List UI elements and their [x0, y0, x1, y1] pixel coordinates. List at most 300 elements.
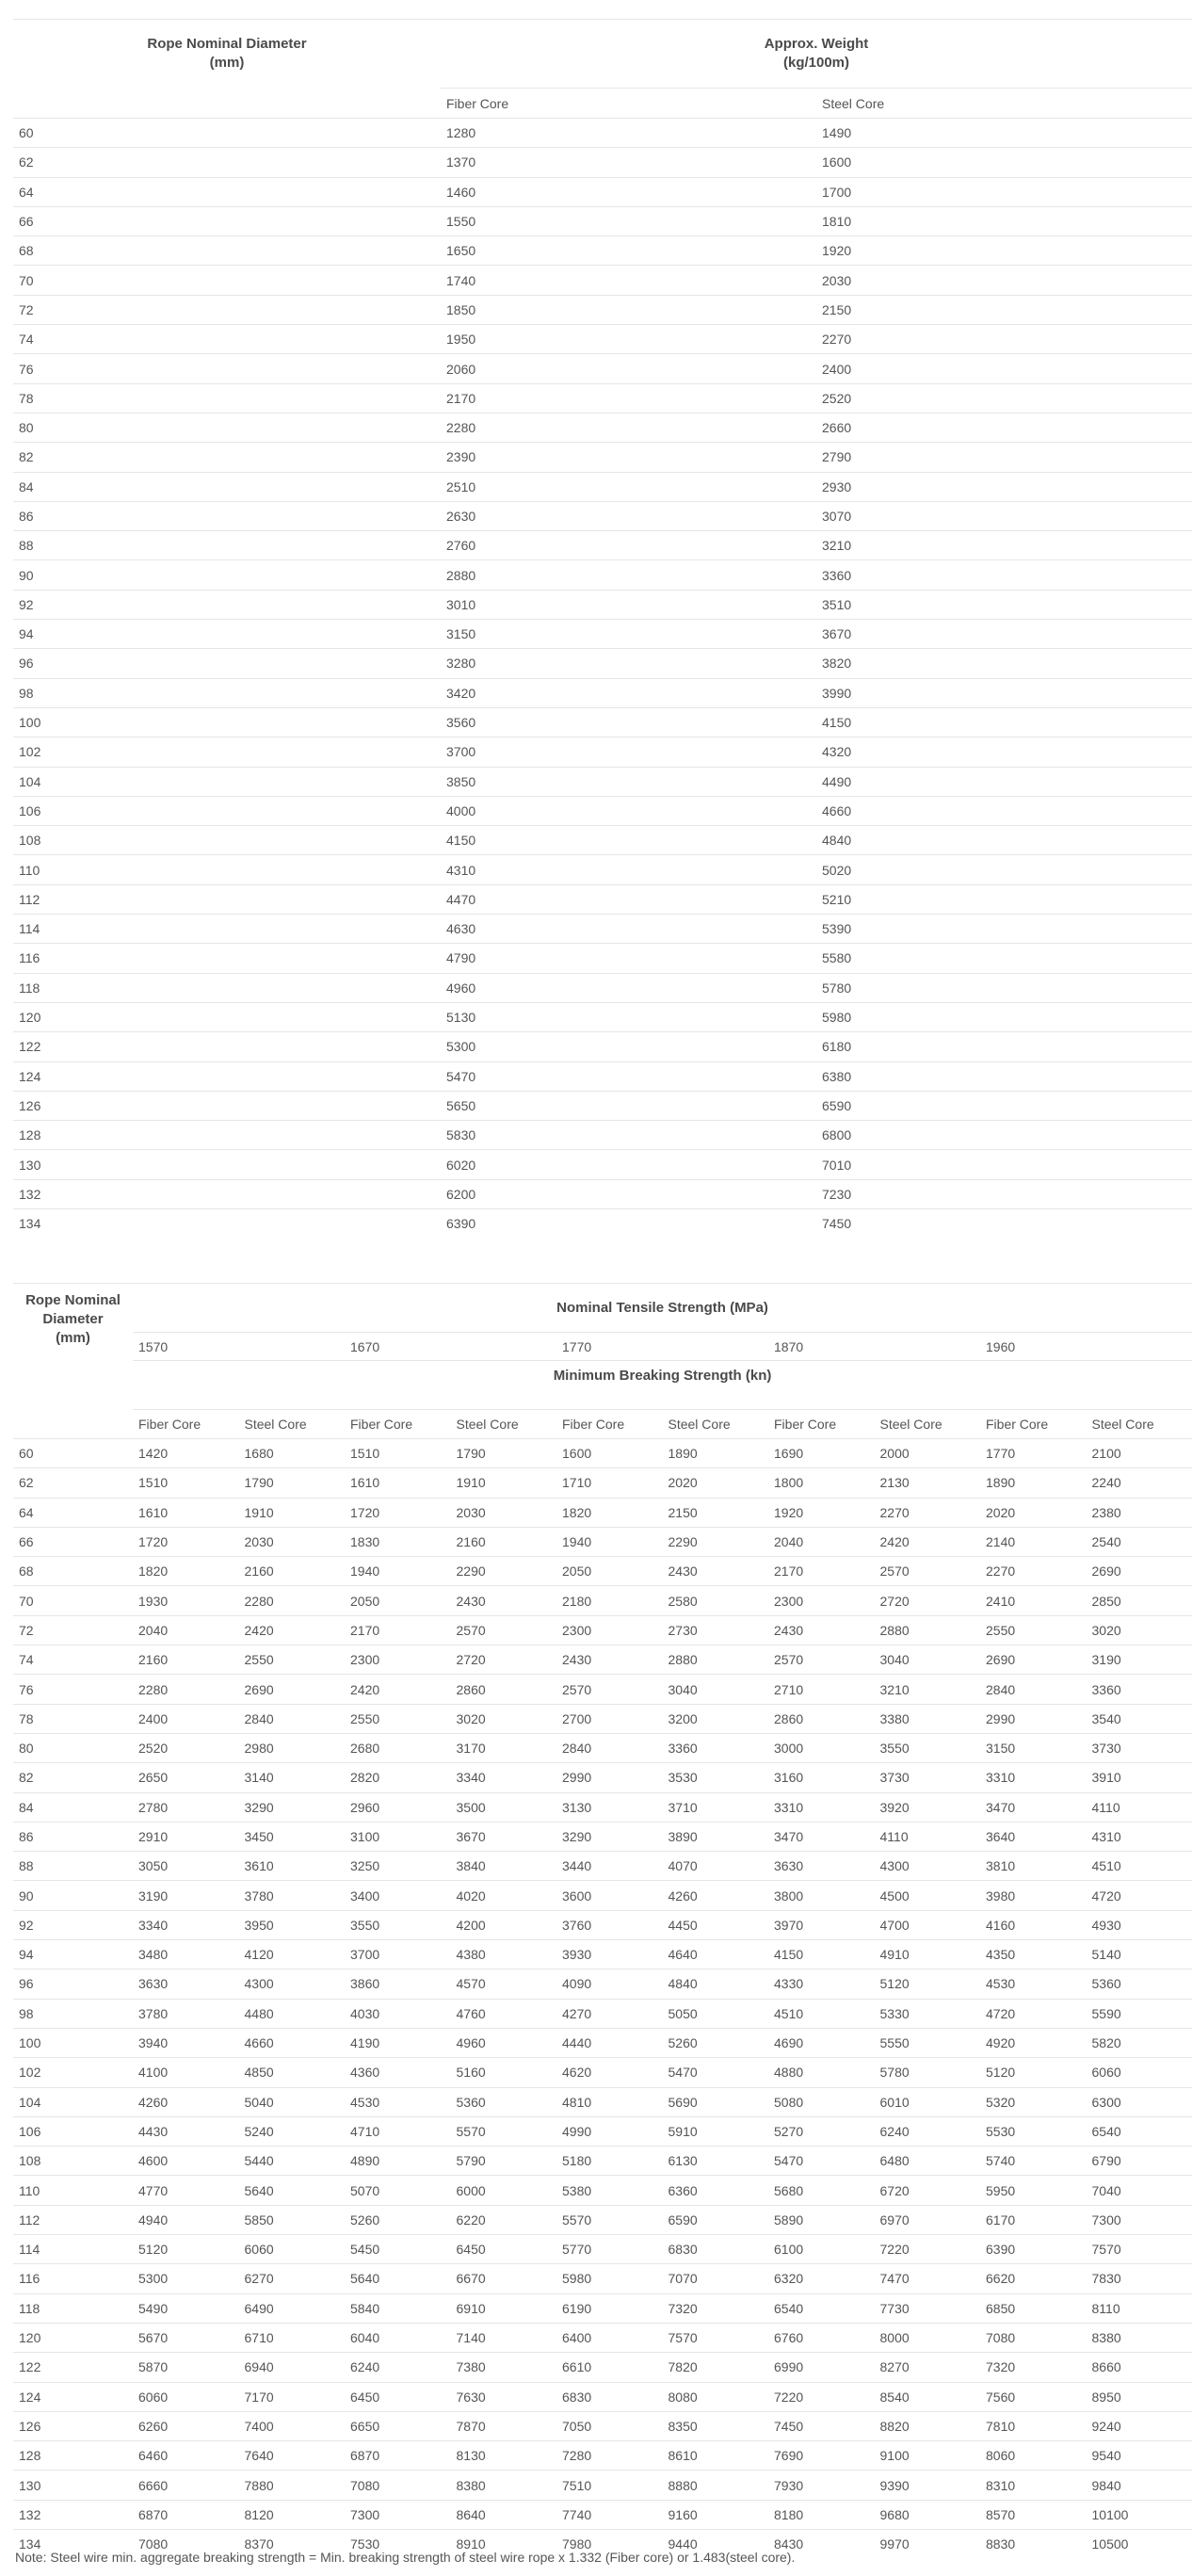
strength-cell: 2880: [663, 1645, 769, 1675]
strength-cell: 3540: [1087, 1704, 1192, 1733]
strength-cell: 5530: [980, 2116, 1087, 2146]
strength-cell: 5360: [451, 2087, 557, 2116]
strength-cell: 5670: [133, 2323, 239, 2352]
strength-cell: 7080: [345, 2471, 451, 2500]
diameter-cell: 118: [13, 2293, 133, 2323]
diameter-cell: 80: [13, 413, 441, 442]
steel-core-weight-cell: 4320: [816, 737, 1192, 767]
strength-cell: 7280: [556, 2441, 663, 2471]
strength-cell: 5910: [663, 2116, 769, 2146]
fiber-core-weight-cell: 2880: [441, 560, 816, 590]
fiber-core-weight-cell: 5130: [441, 1002, 816, 1031]
diameter-cell: 96: [13, 1969, 133, 1999]
strength-cell: 4530: [345, 2087, 451, 2116]
diameter-cell: 122: [13, 1032, 441, 1061]
diameter-cell: 90: [13, 1881, 133, 1910]
strength-cell: 2580: [663, 1586, 769, 1615]
diameter-cell: 134: [13, 2529, 133, 2558]
diameter-cell: 104: [13, 2087, 133, 2116]
strength-cell: 8570: [980, 2500, 1087, 2529]
strength-cell: 2820: [345, 1763, 451, 1792]
strength-cell: 2130: [875, 1468, 981, 1498]
mbs-header: Minimum Breaking Strength (kn): [133, 1361, 1192, 1410]
table-row: [13, 826, 1192, 855]
table-row: [13, 354, 1192, 383]
strength-cell: 2960: [345, 1792, 451, 1822]
strength-cell: 2690: [980, 1645, 1087, 1675]
table-row: [13, 2500, 1192, 2529]
strength-cell: 4350: [980, 1940, 1087, 1969]
strength-cell: 4110: [1087, 1792, 1192, 1822]
steel-core-weight-cell: 2030: [816, 266, 1192, 295]
strength-cell: 2150: [663, 1498, 769, 1527]
strength-cell: 10100: [1087, 2500, 1192, 2529]
strength-cell: 3610: [239, 1852, 346, 1881]
strength-cell: 2290: [451, 1557, 557, 1586]
diameter-cell: 82: [13, 443, 441, 472]
strength-cell: 6830: [663, 2235, 769, 2264]
strength-cell: 7470: [875, 2264, 981, 2293]
fiber-core-weight-cell: 5830: [441, 1121, 816, 1150]
steel-core-weight-cell: 3990: [816, 678, 1192, 707]
diameter-cell: 134: [13, 1208, 441, 1238]
strength-cell: 8540: [875, 2382, 981, 2411]
strength-cell: 4300: [239, 1969, 346, 1999]
strength-cell: 4700: [875, 1910, 981, 1939]
table-row: [13, 2147, 1192, 2176]
strength-cell: 2280: [239, 1586, 346, 1615]
strength-cell: 7640: [239, 2441, 346, 2471]
steel-core-weight-cell: 2790: [816, 443, 1192, 472]
table-row: [13, 944, 1192, 973]
strength-cell: 6490: [239, 2293, 346, 2323]
footnote: Note: Steel wire min. aggregate breaking strength = Min. breaking strength of steel wire rope x 1.332 (Fiber core) or 1.483(steel core).: [15, 2550, 796, 2565]
strength-cell: 7220: [768, 2382, 875, 2411]
strength-cell: 2860: [768, 1704, 875, 1733]
diameter-cell: 104: [13, 767, 441, 796]
strength-cell: 3530: [663, 1763, 769, 1792]
strength-cell: 3190: [133, 1881, 239, 1910]
steel-core-weight-cell: 3820: [816, 649, 1192, 678]
strength-cell: 8060: [980, 2441, 1087, 2471]
diameter-cell: 66: [13, 1527, 133, 1556]
table-row: [13, 2471, 1192, 2500]
strength-cell: 6270: [239, 2264, 346, 2293]
table-row: [13, 2441, 1192, 2471]
fiber-core-weight-cell: 2630: [441, 501, 816, 530]
strength-cell: 7070: [663, 2264, 769, 2293]
strength-cell: 7560: [980, 2382, 1087, 2411]
strength-cell: 8180: [768, 2500, 875, 2529]
strength-cell: 4710: [345, 2116, 451, 2146]
steel-core-weight-cell: 2520: [816, 383, 1192, 413]
fiber-core-weight-cell: 4630: [441, 915, 816, 944]
strength-cell: 8610: [663, 2441, 769, 2471]
diameter-cell: 68: [13, 1557, 133, 1586]
strength-cell: 4360: [345, 2058, 451, 2087]
steel-core-weight-cell: 4490: [816, 767, 1192, 796]
diameter-cell: 122: [13, 2353, 133, 2382]
strength-cell: 1820: [556, 1498, 663, 1527]
strength-cell: 3730: [1087, 1733, 1192, 1762]
tensile-strength-header: Nominal Tensile Strength (MPa): [133, 1284, 1192, 1333]
sub-header-cell: Steel Core: [663, 1410, 769, 1439]
table-row: [13, 2411, 1192, 2440]
table-row: [13, 1940, 1192, 1969]
strength-cell: 5180: [556, 2147, 663, 2176]
fiber-core-weight-cell: 3420: [441, 678, 816, 707]
strength-cell: 4760: [451, 1999, 557, 2028]
strength-cell: 3780: [133, 1999, 239, 2028]
strength-cell: 2300: [345, 1645, 451, 1675]
diameter-cell: 70: [13, 1586, 133, 1615]
strength-cell: 2650: [133, 1763, 239, 1792]
strength-cell: 7080: [133, 2529, 239, 2558]
strength-cell: 2850: [1087, 1586, 1192, 1615]
strength-table: [13, 1283, 1192, 2559]
strength-cell: 9540: [1087, 2441, 1192, 2471]
strength-cell: 4810: [556, 2087, 663, 2116]
strength-cell: 7300: [1087, 2205, 1192, 2234]
steel-core-weight-cell: 1700: [816, 177, 1192, 206]
strength-cell: 6710: [239, 2323, 346, 2352]
table-row: [13, 2323, 1192, 2352]
strength-cell: 2570: [768, 1645, 875, 1675]
fiber-core-weight-cell: 5300: [441, 1032, 816, 1061]
diameter-cell: 112: [13, 884, 441, 914]
strength-cell: 3020: [451, 1704, 557, 1733]
strength-cell: 6460: [133, 2441, 239, 2471]
strength-cell: 4200: [451, 1910, 557, 1939]
strength-cell: 1600: [556, 1439, 663, 1468]
diameter-cell: 98: [13, 1999, 133, 2028]
strength-cell: 3380: [875, 1704, 981, 1733]
strength-cell: 9970: [875, 2529, 981, 2558]
fiber-core-weight-cell: 2280: [441, 413, 816, 442]
strength-cell: 5040: [239, 2087, 346, 2116]
strength-cell: 3730: [875, 1763, 981, 1792]
strength-cell: 3800: [768, 1881, 875, 1910]
strength-cell: 5820: [1087, 2028, 1192, 2057]
strength-cell: 3140: [239, 1763, 346, 1792]
diameter-cell: 120: [13, 2323, 133, 2352]
table-row: [13, 1999, 1192, 2028]
strength-cell: 3340: [451, 1763, 557, 1792]
weight-header-line1: Approx. Weight: [764, 36, 869, 52]
strength-cell: 5070: [345, 2176, 451, 2205]
strength-cell: 3950: [239, 1910, 346, 1939]
strength-cell: 4450: [663, 1910, 769, 1939]
diameter-cell: 100: [13, 2028, 133, 2057]
strength-cell: 2040: [133, 1615, 239, 1644]
diameter-cell: 96: [13, 649, 441, 678]
strength-cell: 2720: [875, 1586, 981, 1615]
strength-cell: 5120: [133, 2235, 239, 2264]
table-row: [13, 383, 1192, 413]
fiber-core-weight-cell: 1950: [441, 325, 816, 354]
strength-cell: 6990: [768, 2353, 875, 2382]
strength-cell: 9680: [875, 2500, 981, 2529]
fiber-core-weight-cell: 4150: [441, 826, 816, 855]
strength-cell: 7870: [451, 2411, 557, 2440]
steel-core-weight-cell: 6800: [816, 1121, 1192, 1150]
strength-cell: 3250: [345, 1852, 451, 1881]
diameter-cell: 118: [13, 973, 441, 1002]
table-row: [13, 2205, 1192, 2234]
table-row: [13, 1792, 1192, 1822]
strength-cell: 7450: [768, 2411, 875, 2440]
strength-cell: 2680: [345, 1733, 451, 1762]
strength-cell: 3760: [556, 1910, 663, 1939]
table-row: [13, 2116, 1192, 2146]
strength-cell: 1720: [133, 1527, 239, 1556]
strength-cell: 8000: [875, 2323, 981, 2352]
strength-cell: 2030: [451, 1498, 557, 1527]
table-row: [13, 1527, 1192, 1556]
diameter-cell: 70: [13, 266, 441, 295]
strength-cell: 1710: [556, 1468, 663, 1498]
table-row: [13, 2353, 1192, 2382]
strength-cell: 6650: [345, 2411, 451, 2440]
steel-core-weight-cell: 2930: [816, 472, 1192, 501]
diameter-cell: 120: [13, 1002, 441, 1031]
strength-cell: 6480: [875, 2147, 981, 2176]
fiber-core-weight-cell: 3850: [441, 767, 816, 796]
diameter-cell: 124: [13, 2382, 133, 2411]
diameter-cell: 132: [13, 1179, 441, 1208]
strength-cell: 5570: [556, 2205, 663, 2234]
diameter-cell: 132: [13, 2500, 133, 2529]
fiber-core-weight-cell: 1460: [441, 177, 816, 206]
strength-cell: 7730: [875, 2293, 981, 2323]
strength-cell: 5890: [768, 2205, 875, 2234]
sub-header-fiber: Fiber Core: [441, 89, 816, 119]
table-row: [13, 531, 1192, 560]
strength-cell: 3840: [451, 1852, 557, 1881]
table-row: [13, 1733, 1192, 1762]
table-row: [13, 1468, 1192, 1498]
strength-cell: 2990: [980, 1704, 1087, 1733]
strength-cell: 1910: [239, 1498, 346, 1527]
strength-cell: 7530: [345, 2529, 451, 2558]
sub-header-cell: Fiber Core: [345, 1410, 451, 1439]
strength-cell: 5450: [345, 2235, 451, 2264]
table-row: [13, 119, 1192, 148]
diameter-cell: 102: [13, 737, 441, 767]
diameter-header-line1: Rope Nominal Diameter: [147, 36, 307, 53]
strength-cell: 5840: [345, 2293, 451, 2323]
diameter-cell: 102: [13, 2058, 133, 2087]
strength-cell: 7380: [451, 2353, 557, 2382]
sub-header-cell: Fiber Core: [556, 1410, 663, 1439]
table-row: [13, 2176, 1192, 2205]
strength-cell: 4600: [133, 2147, 239, 2176]
diameter-cell: 64: [13, 177, 441, 206]
diameter-header-line2: Diameter: [42, 1311, 104, 1327]
strength-cell: 7220: [875, 2235, 981, 2264]
strength-cell: 5770: [556, 2235, 663, 2264]
strength-cell: 5050: [663, 1999, 769, 2028]
strength-cell: 5640: [239, 2176, 346, 2205]
strength-cell: 2140: [980, 1527, 1087, 1556]
strength-cell: 2710: [768, 1675, 875, 1704]
diameter-cell: 60: [13, 1439, 133, 1468]
strength-cell: 7630: [451, 2382, 557, 2411]
strength-cell: 6620: [980, 2264, 1087, 2293]
table-row: [13, 1150, 1192, 1179]
strength-cell: 3930: [556, 1940, 663, 1969]
table-row: [13, 1091, 1192, 1120]
table-row: [13, 620, 1192, 649]
strength-cell: 3860: [345, 1969, 451, 1999]
steel-core-weight-cell: 7230: [816, 1179, 1192, 1208]
steel-core-weight-cell: 6180: [816, 1032, 1192, 1061]
strength-cell: 3040: [663, 1675, 769, 1704]
strength-cell: 2550: [345, 1704, 451, 1733]
strength-cell: 2040: [768, 1527, 875, 1556]
strength-cell: 6060: [1087, 2058, 1192, 2087]
fiber-core-weight-cell: 4790: [441, 944, 816, 973]
strength-cell: 2420: [875, 1527, 981, 1556]
strength-cell: 2780: [133, 1792, 239, 1822]
strength-cell: 2520: [133, 1733, 239, 1762]
strength-cell: 4770: [133, 2176, 239, 2205]
sub-header-cell: Fiber Core: [768, 1410, 875, 1439]
strength-cell: 6970: [875, 2205, 981, 2234]
strength-cell: 4070: [663, 1852, 769, 1881]
strength-cell: 9160: [663, 2500, 769, 2529]
strength-cell: 4840: [663, 1969, 769, 1999]
strength-cell: 8640: [451, 2500, 557, 2529]
strength-cell: 2050: [345, 1586, 451, 1615]
strength-cell: 2410: [980, 1586, 1087, 1615]
strength-cell: 3940: [133, 2028, 239, 2057]
strength-cell: 8830: [980, 2529, 1087, 2558]
grade-1670: 1670: [345, 1333, 556, 1361]
strength-cell: 5980: [556, 2264, 663, 2293]
diameter-cell: 110: [13, 855, 441, 884]
strength-cell: 4430: [133, 2116, 239, 2146]
table-row: [13, 1852, 1192, 1881]
diameter-cell: 128: [13, 2441, 133, 2471]
diameter-cell: 94: [13, 620, 441, 649]
strength-cell: 2550: [980, 1615, 1087, 1644]
strength-cell: 5470: [768, 2147, 875, 2176]
blank-cell: [13, 89, 441, 119]
strength-cell: 8310: [980, 2471, 1087, 2500]
diameter-cell: 62: [13, 148, 441, 177]
strength-cell: 4480: [239, 1999, 346, 2028]
strength-cell: 8350: [663, 2411, 769, 2440]
strength-cell: 8950: [1087, 2382, 1192, 2411]
strength-cell: 2160: [239, 1557, 346, 1586]
fiber-core-weight-cell: 3700: [441, 737, 816, 767]
table-row: [13, 1002, 1192, 1031]
strength-cell: 2730: [663, 1615, 769, 1644]
strength-cell: 2700: [556, 1704, 663, 1733]
diameter-header-line1: Rope Nominal: [25, 1292, 121, 1308]
diameter-cell: 68: [13, 236, 441, 266]
strength-cell: 7830: [1087, 2264, 1192, 2293]
strength-cell: 4300: [875, 1852, 981, 1881]
fiber-core-weight-cell: 3010: [441, 590, 816, 619]
table-row: [13, 590, 1192, 619]
strength-cell: 1940: [556, 1527, 663, 1556]
strength-cell: 2690: [1087, 1557, 1192, 1586]
strength-cell: 7140: [451, 2323, 557, 2352]
strength-cell: 6240: [345, 2353, 451, 2382]
table-row: [13, 266, 1192, 295]
strength-cell: 7510: [556, 2471, 663, 2500]
diameter-cell: 126: [13, 1091, 441, 1120]
fiber-core-weight-cell: 2510: [441, 472, 816, 501]
strength-cell: 1830: [345, 1527, 451, 1556]
strength-cell: 8110: [1087, 2293, 1192, 2323]
strength-cell: 1790: [239, 1468, 346, 1498]
diameter-cell: 92: [13, 590, 441, 619]
strength-cell: 3910: [1087, 1763, 1192, 1792]
strength-cell: 2290: [663, 1527, 769, 1556]
steel-core-weight-cell: 3670: [816, 620, 1192, 649]
steel-core-weight-cell: 3210: [816, 531, 1192, 560]
diameter-cell: 112: [13, 2205, 133, 2234]
weight-header-line2: (kg/100m): [782, 55, 850, 71]
sub-header-cell: Steel Core: [875, 1410, 981, 1439]
strength-cell: 2550: [239, 1645, 346, 1675]
table-row: [13, 2058, 1192, 2087]
strength-cell: 5260: [345, 2205, 451, 2234]
strength-cell: 6100: [768, 2235, 875, 2264]
table-row: [13, 915, 1192, 944]
strength-cell: 4270: [556, 1999, 663, 2028]
strength-cell: 6720: [875, 2176, 981, 2205]
table-row: [13, 1969, 1192, 1999]
strength-cell: 3040: [875, 1645, 981, 1675]
diameter-header: [13, 1284, 133, 1439]
diameter-cell: 82: [13, 1763, 133, 1792]
strength-cell: 5640: [345, 2264, 451, 2293]
strength-cell: 5140: [1087, 1940, 1192, 1969]
strength-cell: 1770: [980, 1439, 1087, 1468]
steel-core-weight-cell: 4660: [816, 796, 1192, 825]
table-row: [13, 2264, 1192, 2293]
strength-cell: 3670: [451, 1822, 557, 1851]
table-row: [13, 1822, 1192, 1851]
steel-core-weight-cell: 2400: [816, 354, 1192, 383]
strength-cell: 5470: [663, 2058, 769, 2087]
diameter-cell: 94: [13, 1940, 133, 1969]
sub-header-cell: Steel Core: [451, 1410, 557, 1439]
strength-cell: 2690: [239, 1675, 346, 1704]
strength-cell: 4930: [1087, 1910, 1192, 1939]
strength-cell: 2170: [345, 1615, 451, 1644]
weight-table: [13, 19, 1192, 1239]
strength-cell: 7810: [980, 2411, 1087, 2440]
steel-core-weight-cell: 5980: [816, 1002, 1192, 1031]
diameter-cell: 98: [13, 678, 441, 707]
diameter-cell: 64: [13, 1498, 133, 1527]
strength-cell: 5590: [1087, 1999, 1192, 2028]
steel-core-weight-cell: 1600: [816, 148, 1192, 177]
strength-cell: 9240: [1087, 2411, 1192, 2440]
strength-cell: 9390: [875, 2471, 981, 2500]
steel-core-weight-cell: 5780: [816, 973, 1192, 1002]
fiber-core-weight-cell: 4000: [441, 796, 816, 825]
strength-cell: 5550: [875, 2028, 981, 2057]
strength-cell: 3500: [451, 1792, 557, 1822]
steel-core-weight-cell: 1920: [816, 236, 1192, 266]
strength-cell: 1790: [451, 1439, 557, 1468]
